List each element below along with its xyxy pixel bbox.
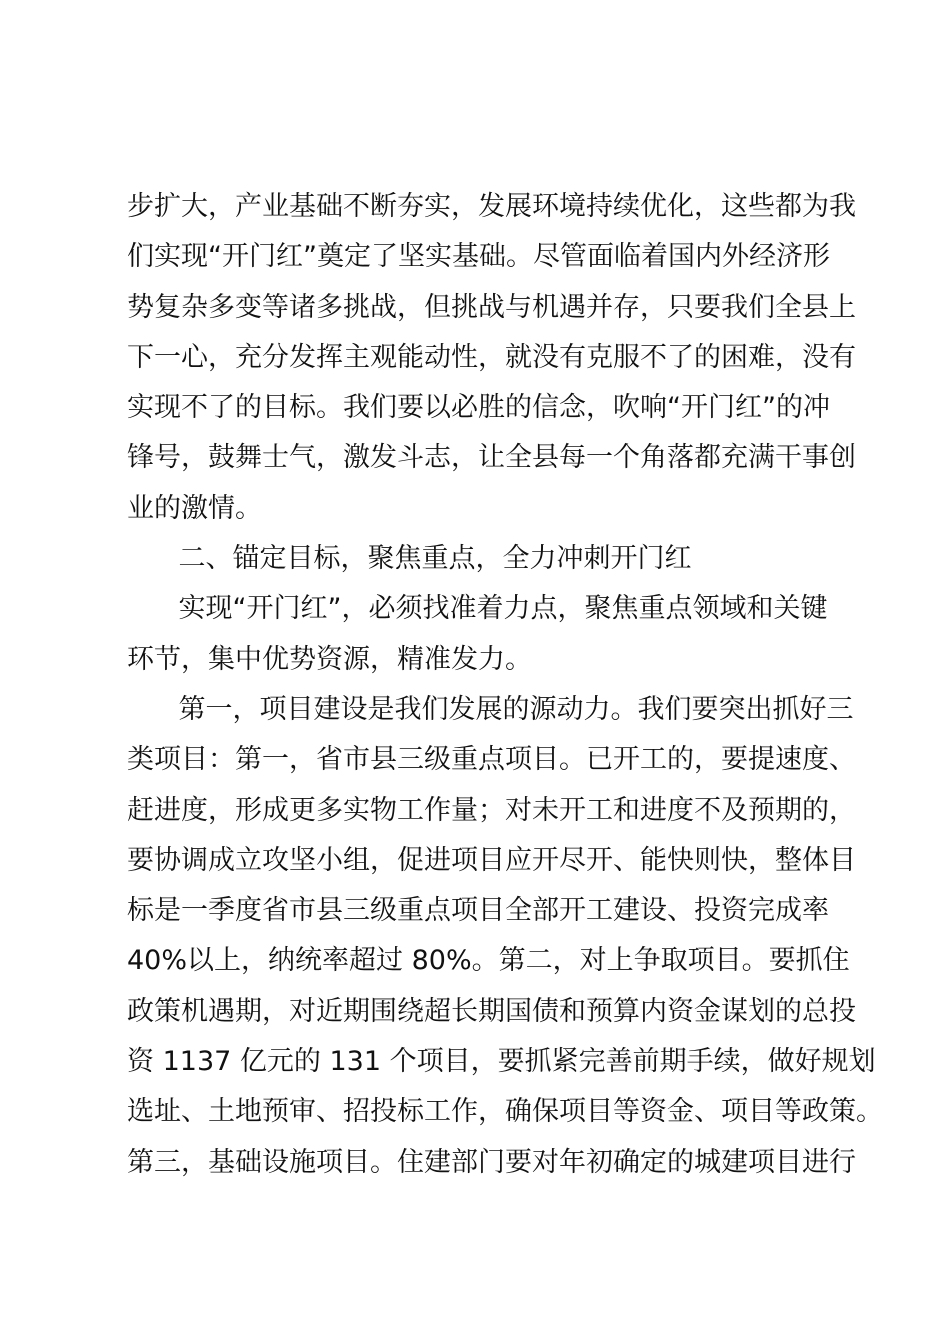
text-line: 业的激情。 <box>127 492 262 524</box>
text-line: 实现不了的目标。我们要以必胜的信念，吹响“开门红”的冲 <box>127 392 830 424</box>
text-line: 实现“开门红”，必须找准着力点，聚焦重点领域和关键 <box>127 593 828 625</box>
text-line: 40%以上，纳统率超过 80%。第二，对上争取项目。要抓住 <box>127 945 850 977</box>
text-line: 类项目：第一，省市县三级重点项目。已开工的，要提速度、 <box>127 744 856 776</box>
text-line: 选址、土地预审、招投标工作，确保项目等资金、项目等政策。 <box>127 1096 883 1128</box>
text-line: 第一，项目建设是我们发展的源动力。我们要突出抓好三 <box>127 693 854 725</box>
text-line: 要协调成立攻坚小组，促进项目应开尽开、能快则快，整体目 <box>127 844 856 876</box>
text-line: 第三，基础设施项目。住建部门要对年初确定的城建项目进行 <box>127 1146 856 1178</box>
text-line: 赶进度，形成更多实物工作量；对未开工和进度不及预期的， <box>127 794 856 826</box>
text-line: 步扩大，产业基础不断夯实，发展环境持续优化，这些都为我 <box>127 191 856 222</box>
text-line: 势复杂多变等诸多挑战，但挑战与机遇并存，只要我们全县上 <box>127 291 856 323</box>
text-line: 们实现“开门红”奠定了坚实基础。尽管面临着国内外经济形 <box>127 241 830 273</box>
text-line: 锋号，鼓舞士气，激发斗志，让全县每一个角落都充满干事创 <box>127 442 856 474</box>
text-line: 政策机遇期，对近期围绕超长期国债和预算内资金谋划的总投 <box>127 995 856 1027</box>
text-line: 资 1137 亿元的 131 个项目，要抓紧完善前期手续，做好规划 <box>127 1046 876 1078</box>
text-line: 环节，集中优势资源，精准发力。 <box>127 643 532 675</box>
body-text <box>127 182 883 1188</box>
text-line: 标是一季度省市县三级重点项目全部开工建设、投资完成率 <box>127 895 829 927</box>
section-heading: 二、锚定目标，聚焦重点，全力冲刺开门红 <box>127 543 692 575</box>
text-line: 下一心，充分发挥主观能动性，就没有克服不了的困难，没有 <box>127 341 856 373</box>
